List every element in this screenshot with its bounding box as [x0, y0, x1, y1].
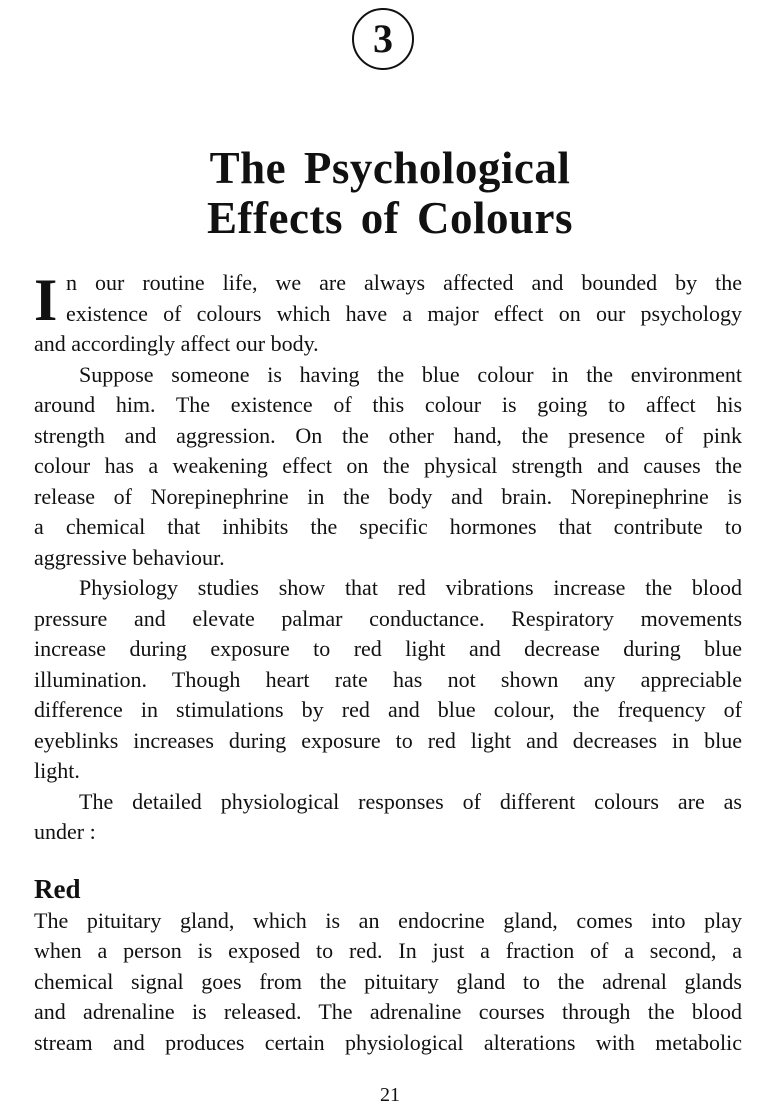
section-heading: Red [34, 873, 81, 904]
text-line: Suppose someone is having the blue colour in the environment [79, 361, 742, 387]
drop-cap: I [34, 267, 58, 333]
text-line: eyeblinks increases during exposure to red light and decreases in blue [34, 727, 742, 753]
text-line: The detailed physiological responses of different colours are as [79, 788, 742, 814]
text-line: and accordingly affect our body. [34, 331, 319, 356]
text-line: illumination. Though heart rate has not shown any appreciable [34, 666, 742, 692]
page-number: 21 [380, 1084, 400, 1106]
text-line: colour has a weakening effect on the physical strength and causes the [34, 453, 742, 478]
chapter-title-line-1: The Psychological [209, 143, 571, 193]
body-text [34, 268, 742, 1058]
text-line: chemical signal goes from the pituitary gland to the adrenal glands [34, 968, 742, 994]
text-line: existence of colours which have a major effect on our psychology [66, 300, 742, 326]
text-line: The pituitary gland, which is an endocrine gland, comes into play [34, 907, 742, 933]
text-line: strength and aggression. On the other hand, the presence of pink [34, 422, 742, 448]
text-line: stream and produces certain physiological alterations with metabolic [34, 1029, 742, 1055]
text-line: a chemical that inhibits the specific hormones that contribute to [34, 514, 742, 539]
chapter-number-circle: 3 [352, 8, 414, 70]
text-line: pressure and elevate palmar conductance. Respiratory movements [34, 605, 742, 631]
text-line: release of Norepinephrine in the body and brain. Norepinephrine is [34, 483, 742, 509]
text-line: n our routine life, we are always affected and bounded by the [66, 270, 742, 295]
text-line: light. [34, 758, 80, 783]
text-line: under : [34, 819, 96, 844]
text-line: and adrenaline is released. The adrenaline courses through the blood [34, 999, 742, 1024]
text-line: around him. The existence of this colour is going to affect his [34, 392, 742, 417]
text-line: difference in stimulations by red and blue colour, the frequency of [34, 697, 742, 722]
text-line: increase during exposure to red light and decrease during blue [34, 636, 742, 661]
text-line: Physiology studies show that red vibrations increase the blood [79, 575, 742, 600]
text-line: aggressive behaviour. [34, 544, 225, 570]
chapter-title-line-2: Effects of Colours [207, 193, 573, 243]
text-line: when a person is exposed to red. In just a fraction of a second, a [34, 938, 742, 963]
